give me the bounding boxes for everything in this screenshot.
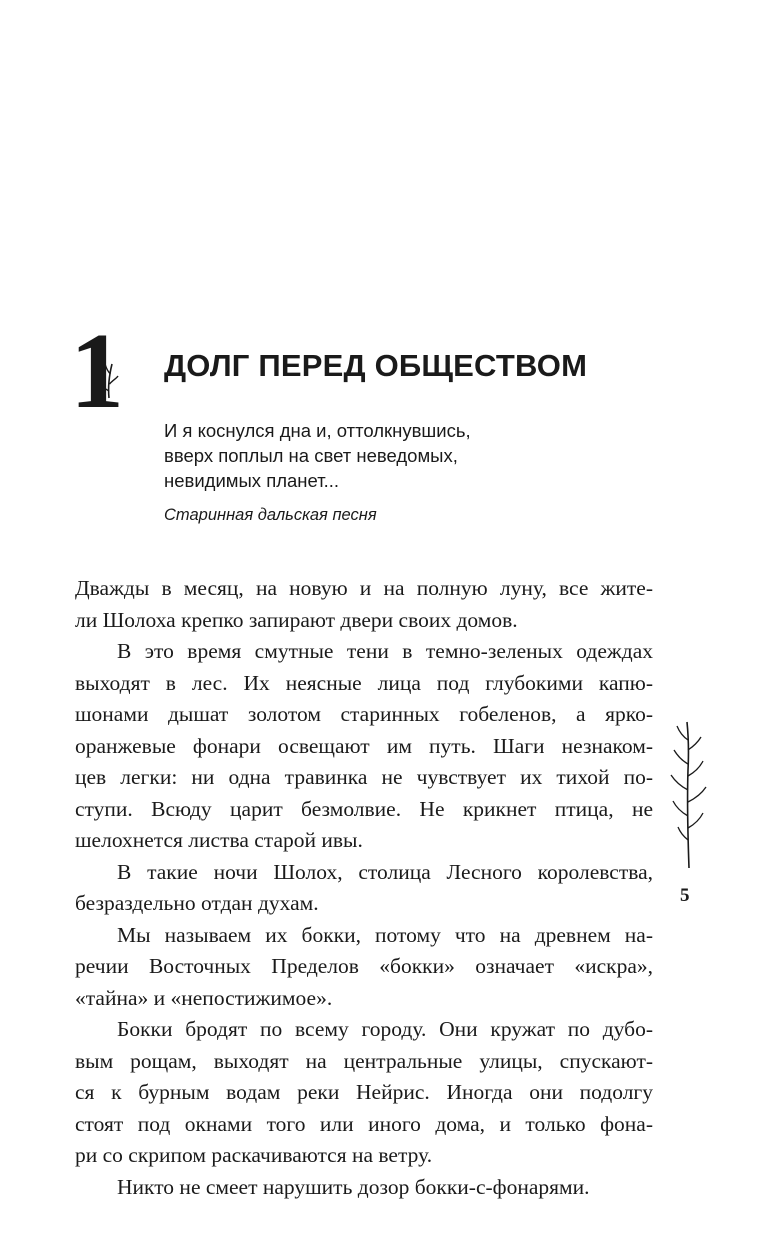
chapter-number: 1 xyxy=(70,312,124,431)
epigraph-line: вверх поплыл на свет неведомых, xyxy=(164,445,458,466)
text-line: выходят в лес. Их неясные лица под глубокими капю- xyxy=(75,670,653,695)
text-line: ся к бурным водам реки Нейрис. Иногда они подолгу xyxy=(75,1080,653,1104)
text-line: вым рощам, выходят на центральные улицы, спускают- xyxy=(75,1048,653,1073)
text-line: Мы называем их бокки, потому что на древнем на- xyxy=(117,922,653,947)
text-line: «тайна» и «непостижимое». xyxy=(75,985,333,1010)
sprig-icon xyxy=(98,360,120,400)
text-line: стоят под окнами того или иного дома, и только фона- xyxy=(75,1111,653,1136)
body-text xyxy=(75,573,653,1203)
branch-icon xyxy=(665,720,715,870)
text-line: ступи. Всюду царит безмолвие. Не крикнет птица, не xyxy=(75,796,653,821)
text-line: ли Шолоха крепко запирают двери своих домов. xyxy=(75,607,518,632)
text-line: Бокки бродят по всему городу. Они кружат по дубо- xyxy=(117,1017,653,1041)
epigraph xyxy=(164,418,544,525)
text-line: Никто не смеет нарушить дозор бокки-с-фонарями. xyxy=(117,1174,590,1199)
epigraph-source: Старинная дальская песня xyxy=(164,506,377,524)
text-line: ри со скрипом раскачиваются на ветру. xyxy=(75,1143,433,1167)
text-line: В такие ночи Шолох, столица Лесного королевства, xyxy=(117,859,653,884)
text-line: Дважды в месяц, на новую и на полную луну, все жите- xyxy=(75,576,653,600)
text-line: шонами дышат золотом старинных гобеленов, а ярко- xyxy=(75,702,653,726)
epigraph-line: невидимых планет... xyxy=(164,470,340,491)
text-line: речии Восточных Пределов «бокки» означает «искра», xyxy=(75,954,653,978)
text-line: цев легки: ни одна травинка не чувствует их тихой по- xyxy=(75,765,653,789)
chapter-title: ДОЛГ ПЕРЕД ОБЩЕСТВОМ xyxy=(164,348,588,383)
epigraph-line: И я коснулся дна и, оттолкнувшись, xyxy=(164,420,471,441)
text-line: безраздельно отдан духам. xyxy=(75,891,319,915)
page-number: 5 xyxy=(680,885,690,906)
text-line: шелохнется листва старой ивы. xyxy=(75,828,363,852)
text-line: В это время смутные тени в темно-зеленых одеждах xyxy=(117,639,653,663)
text-line: оранжевые фонари освещают им путь. Шаги незнаком- xyxy=(75,733,653,758)
